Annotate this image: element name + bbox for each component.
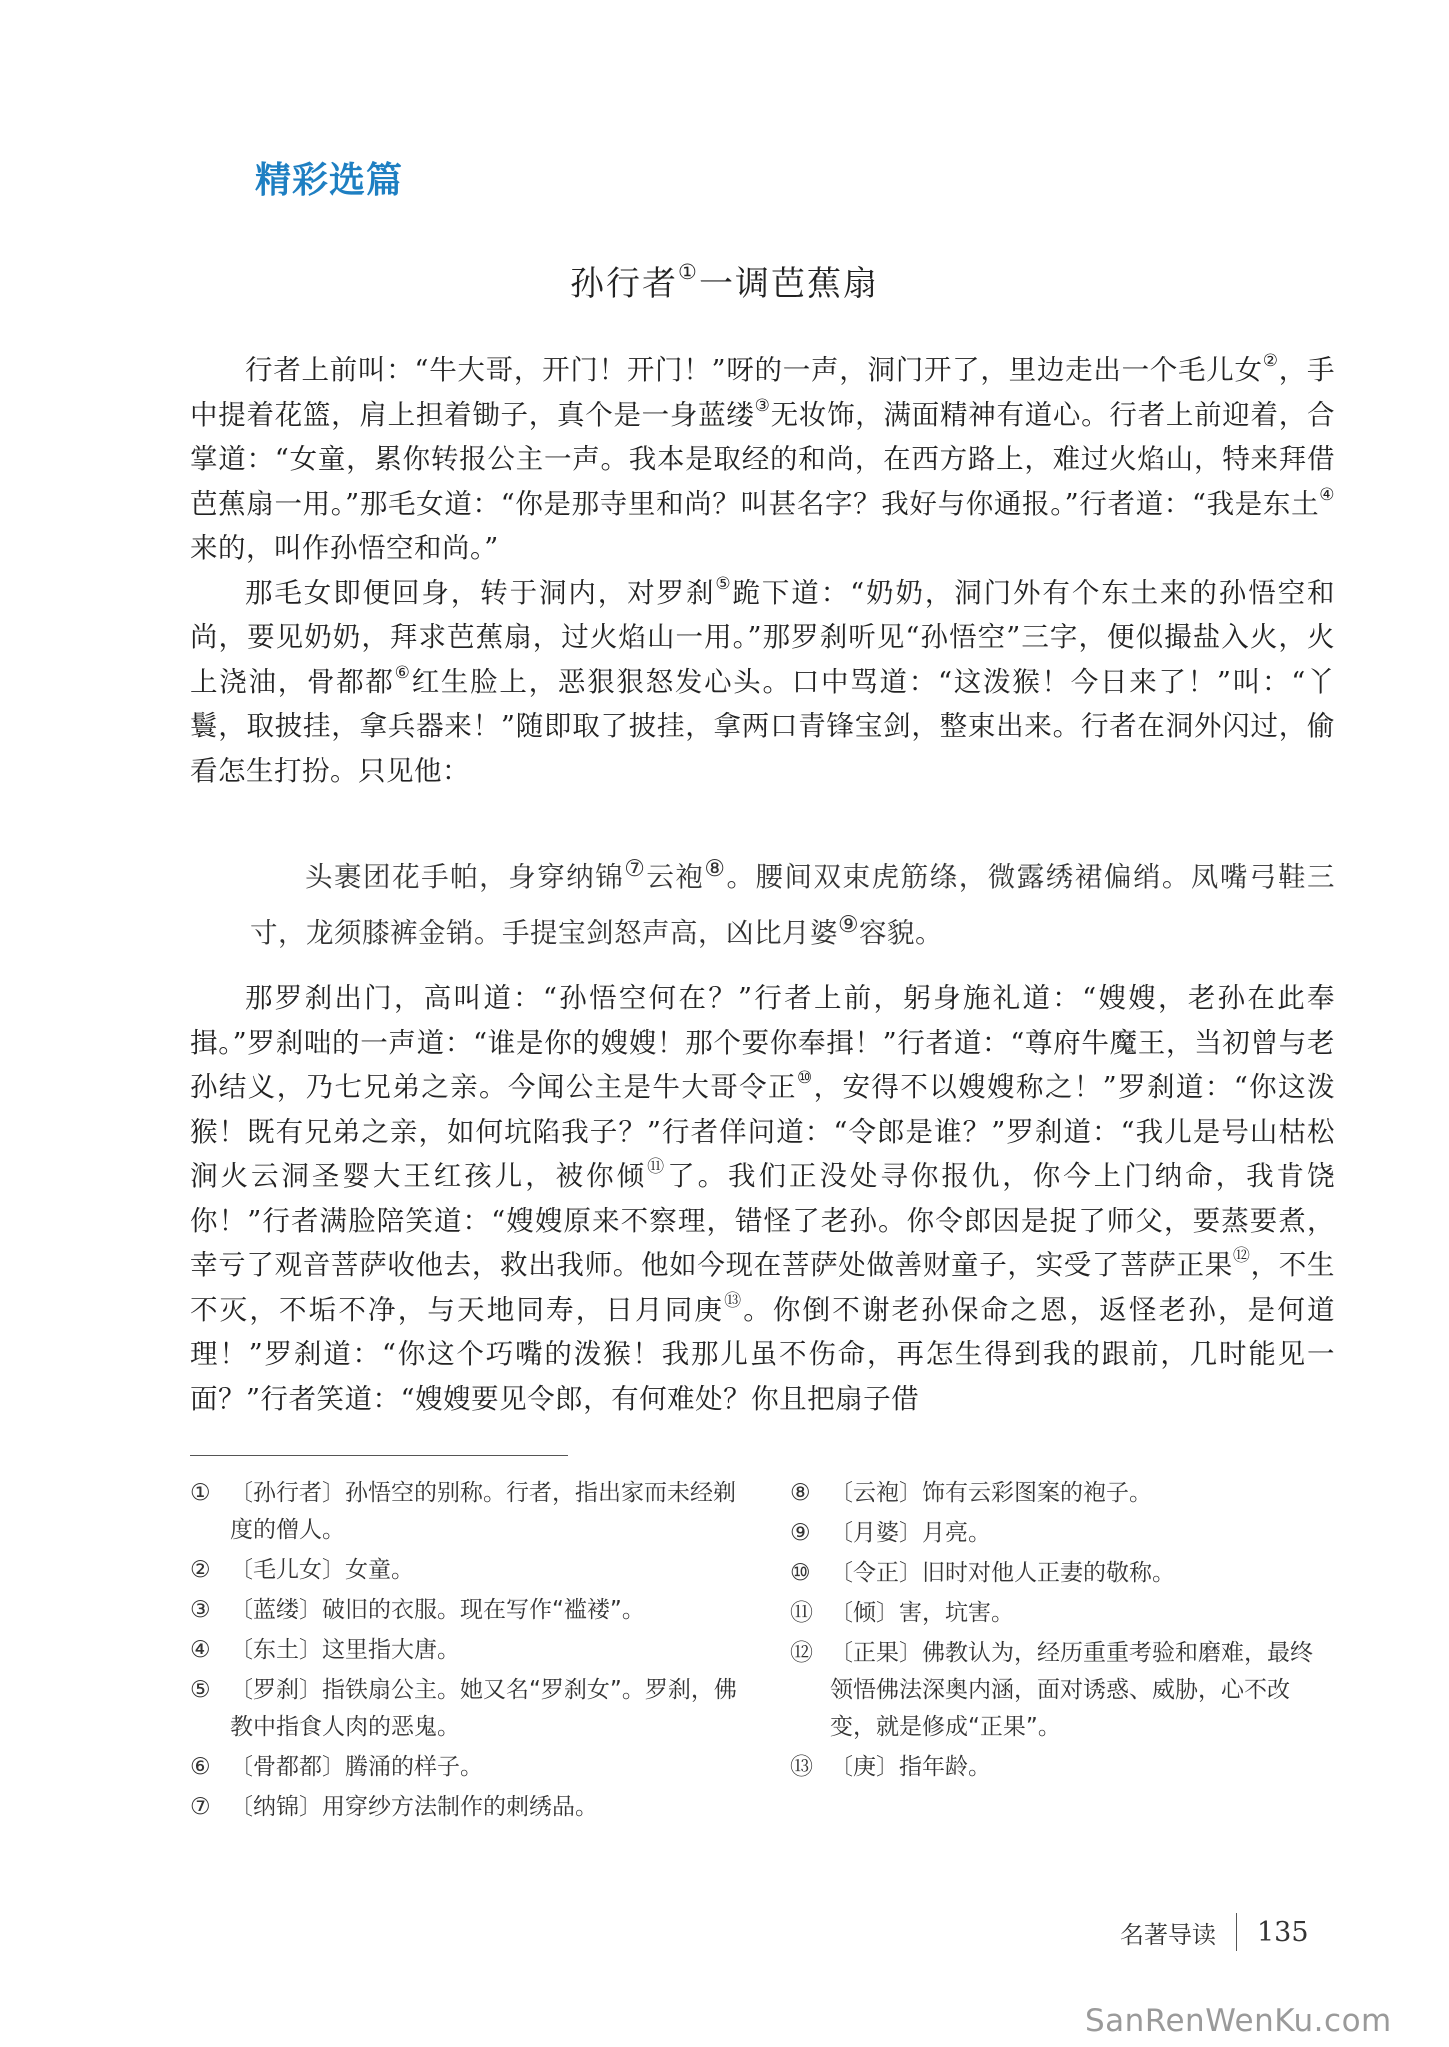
text-segment: 无妆饰，满面精神有道心。行者上前迎着，合掌道：“女童，累你转报公主一声。我本是取经的和尚，在西方路上，难过火焰山，特来拜借芭蕉扇一用。”那毛女道：“你是那寺里和尚？叫甚名字？我好与你通报。”行者道：“我是东土 — [190, 398, 1335, 520]
footnote-mark: ⑥ — [394, 662, 412, 683]
footnote-number: ⑥ — [190, 1754, 211, 1780]
footnote — [190, 1749, 750, 1786]
footnote-text: 〔倾〕害，坑害。 — [830, 1600, 1014, 1626]
footnote-number: ⑨ — [790, 1520, 811, 1546]
text-segment: 容貌。 — [859, 917, 944, 950]
footnote-text: 〔纳锦〕用穿纱方法制作的刺绣品。 — [230, 1794, 598, 1820]
paragraph — [190, 976, 1335, 1421]
chapter-title-text-rest: 一调芭蕉扇 — [698, 264, 879, 304]
page-footer — [1120, 1913, 1309, 1951]
text-segment: 行者上前叫：“牛大哥，开门！开门！”呀的一声，洞门开了，里边走出一个毛儿女 — [245, 354, 1263, 386]
text-segment: 头裹团花手帕，身穿纳锦 — [305, 861, 625, 894]
chapter-title-text: 孙行者 — [570, 264, 679, 304]
footnote-text: 〔骨都都〕腾涌的样子。 — [230, 1754, 483, 1780]
footnote-number: ⑤ — [190, 1677, 211, 1703]
footnote — [190, 1592, 750, 1629]
footnote-mark: ⑤ — [715, 573, 733, 594]
body-text-continued — [190, 976, 1335, 1421]
paragraph — [190, 571, 1335, 794]
footnote-mark: ⑧ — [704, 856, 727, 882]
footnote — [190, 1672, 750, 1746]
footnote — [190, 1475, 750, 1549]
footnotes-right-column — [790, 1475, 1330, 1789]
footnote-number: ③ — [190, 1597, 211, 1623]
watermark: SanRenWenKu.com — [1085, 2003, 1392, 2039]
footnote-mark: ④ — [1319, 484, 1335, 505]
footnote — [790, 1475, 1330, 1512]
footnotes-left-column — [190, 1475, 750, 1829]
text-segment: ，安得不以嫂嫂称之！”罗刹道：“你这泼猴！既有兄弟之亲，如何坑陷我子？”行者佯问道：“令郎是谁？”罗刹道：“我儿是号山枯松涧火云洞圣婴大王红孩儿，被你倾 — [190, 1071, 1335, 1192]
footnote — [190, 1632, 750, 1669]
text-segment: 跪下道：“奶奶，洞门外有个东土来的孙悟空和尚，要见奶奶，拜求芭蕉扇，过火焰山一用。”那罗刹听见“孙悟空”三字，便似撮盐入火，火上浇油，骨都都 — [190, 576, 1335, 698]
footnote-divider — [190, 1455, 568, 1456]
text-segment: 红生脸上，恶狠狠怒发心头。口中骂道：“这泼猴！今日来了！”叫：“丫鬟，取披挂，拿兵器来！”随即取了披挂，拿两口青锋宝剑，整束出来。行者在洞外闪过，偷看怎生打扮。只见他： — [190, 665, 1335, 787]
footnote — [190, 1552, 750, 1589]
footnote — [190, 1789, 750, 1826]
footnote-mark: ⑫ — [1232, 1246, 1251, 1267]
footer-separator — [1236, 1913, 1237, 1951]
footnote-mark: ② — [1262, 351, 1279, 372]
body-text — [190, 348, 1335, 793]
footnote-text: 〔东土〕这里指大唐。 — [230, 1637, 460, 1663]
footnote-number: ② — [190, 1557, 211, 1583]
text-segment: ，不生不灭，不垢不净，与天地同寿，日月同庚 — [190, 1249, 1335, 1326]
page-number: 135 — [1257, 1916, 1309, 1948]
footnote-mark: ⑬ — [724, 1290, 744, 1311]
footnote — [790, 1555, 1330, 1592]
footnote — [790, 1595, 1330, 1632]
footnote-text: 〔蓝缕〕破旧的衣服。现在写作“褴褛”。 — [230, 1597, 645, 1623]
footnote-text: 〔罗刹〕指铁扇公主。她又名“罗刹女”。罗刹，佛教中指食人肉的恶鬼。 — [230, 1677, 737, 1740]
footnote-number: ⑦ — [190, 1794, 211, 1820]
footnote — [790, 1635, 1330, 1746]
section-title: 精彩选篇 — [255, 160, 404, 201]
footnote-mark: ③ — [754, 395, 771, 416]
footnote-mark: ① — [678, 259, 699, 285]
footnote-number: ⑪ — [790, 1600, 813, 1626]
verse-block — [250, 845, 1335, 957]
footnote-number: ⑬ — [790, 1754, 813, 1780]
footnote-number: ⑩ — [790, 1560, 811, 1586]
book-title: 名著导读 — [1120, 1920, 1216, 1949]
footnote — [790, 1515, 1330, 1552]
footnote-text: 〔月婆〕月亮。 — [830, 1520, 991, 1546]
text-segment: 。你倒不谢老孙保命之恩，返怪老孙，是何道理！”罗刹道：“你这个巧嘴的泼猴！我那儿虽不伤命，再怎生得到我的跟前，几时能见一面？”行者笑道：“嫂嫂要见令郎，有何难处？你且把扇子借 — [190, 1293, 1335, 1415]
text-segment: 那毛女即便回身，转于洞内，对罗刹 — [245, 576, 716, 609]
footnote-mark: ⑦ — [624, 856, 647, 882]
footnote-text: 〔毛儿女〕女童。 — [230, 1557, 414, 1583]
footnote-text: 〔正果〕佛教认为，经历重重考验和磨难，最终领悟佛法深奥内涵，面对诱惑、威胁，心不改变，就是修成“正果”。 — [830, 1640, 1313, 1740]
footnote-number: ④ — [190, 1637, 211, 1663]
footnote-text: 〔云袍〕饰有云彩图案的袍子。 — [830, 1480, 1152, 1506]
footnote-text: 〔孙行者〕孙悟空的别称。行者，指出家而未经剃度的僧人。 — [230, 1480, 736, 1543]
footnote — [790, 1749, 1330, 1786]
paragraph — [190, 348, 1335, 571]
footnote-mark: ⑩ — [796, 1068, 814, 1089]
footnote-text: 〔令正〕旧时对他人正妻的敬称。 — [830, 1560, 1175, 1586]
chapter-title — [0, 256, 1449, 305]
footnote-mark: ⑨ — [838, 912, 860, 939]
footnote-number: ① — [190, 1480, 211, 1506]
footnote-text: 〔庚〕指年龄。 — [830, 1754, 991, 1780]
text-segment: 云袍 — [646, 861, 705, 894]
text-segment: 。腰间双束虎筋绦，微露绣裙偏绡。凤嘴弓鞋三寸，龙须膝裤金销。手提宝剑怒声高，凶比月婆 — [250, 861, 1336, 950]
text-segment: 了。我们正没处寻你报仇，你今上门纳命，我肯饶你！”行者满脸陪笑道：“嫂嫂原来不察理，错怪了老孙。你令郎因是捉了师父，要蒸要煮，幸亏了观音菩萨收他去，救出我师。他如今现在菩萨处做善财童子，实受了菩萨正果 — [190, 1160, 1336, 1281]
footnote-number: ⑫ — [790, 1640, 813, 1666]
footnote-number: ⑧ — [790, 1480, 811, 1506]
footnote-mark: ⑪ — [647, 1157, 668, 1178]
text-segment: ，手中提着花篮，肩上担着锄子，真个是一身蓝缕 — [190, 354, 1335, 431]
text-segment: 那罗刹出门，高叫道：“孙悟空何在？”行者上前，躬身施礼道：“嫂嫂，老孙在此奉揖。”罗刹咄的一声道：“谁是你的嫂嫂！那个要你奉揖！”行者道：“尊府牛魔王，当初曾与老孙结义，乃七兄弟之亲。今闻公主是牛大哥令正 — [190, 982, 1335, 1103]
text-segment: 来的，叫作孙悟空和尚。” — [190, 532, 499, 564]
